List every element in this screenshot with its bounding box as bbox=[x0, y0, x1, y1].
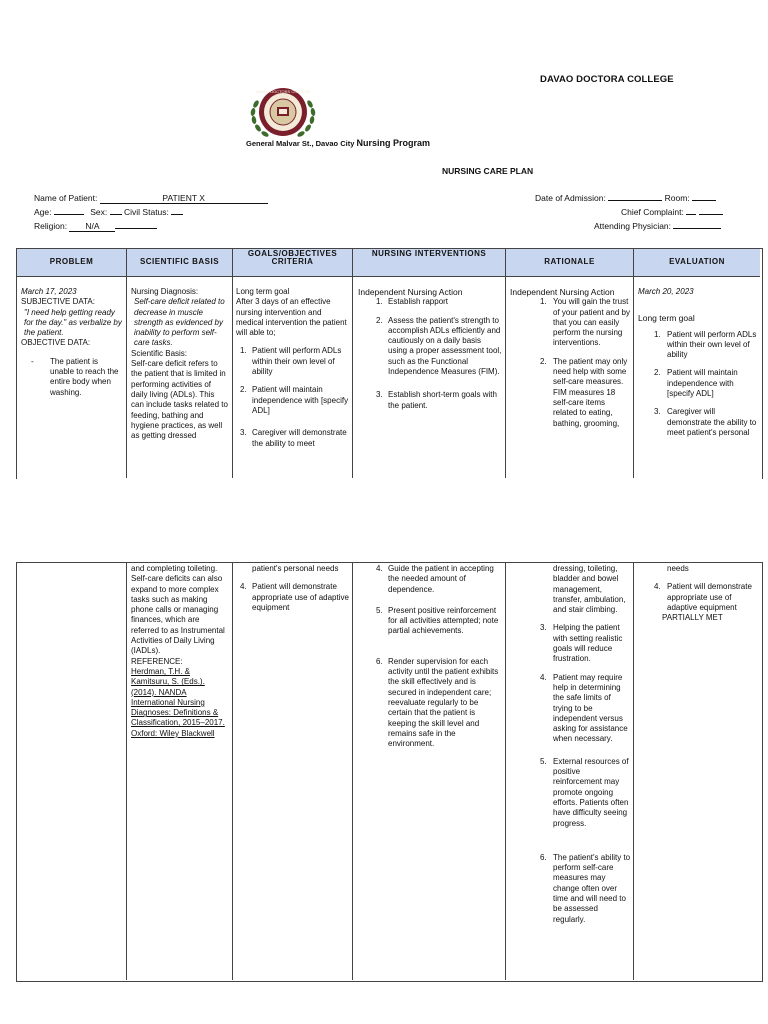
chief-complaint-field: Chief Complaint: bbox=[621, 207, 723, 218]
col-header-scientific-basis: SCIENTIFIC BASIS bbox=[127, 248, 232, 277]
rationale-cell-cont bbox=[510, 564, 631, 978]
evaluation-item-3-cont: needs bbox=[667, 564, 689, 573]
rationale-item-6: 6. The patient's ability to perform self-care measures may change often over time and will need to be assessed regularly. bbox=[540, 852, 631, 924]
evaluation-item-2: 2. Patient will maintain independence with [specify ADL] bbox=[654, 368, 738, 399]
age-sex-status-field: Age: Sex: Civil Status: bbox=[34, 207, 183, 218]
rationale-item-2: 2. The patient may only need help with some self-care measures. FIM measures 18 self-care items related to eating, bathing, grooming, bbox=[540, 356, 628, 428]
religion-field: Religion: N/A bbox=[34, 221, 157, 232]
reference-label: REFERENCE: bbox=[131, 656, 183, 666]
col-header-goals: GOALS/OBJECTIVES CRITERIA bbox=[233, 248, 352, 277]
scientific-basis-cell bbox=[131, 287, 229, 477]
program-name: Nursing Program bbox=[356, 138, 430, 148]
rationale-item-5: 5. External resources of positive reinforcement may promote ongoing efforts. Patients often have difficulty seeing progress. bbox=[540, 756, 629, 828]
evaluation-cell bbox=[638, 287, 758, 477]
plan-title: NURSING CARE PLAN bbox=[442, 166, 534, 176]
evaluation-status: PARTIALLY MET bbox=[662, 613, 723, 623]
patient-name-field: Name of Patient: PATIENT X bbox=[34, 193, 268, 204]
rationale-item-4: 4. Patient may require help in determining the safe limits of trying to be independent versus asking for assistance when necessary. bbox=[540, 672, 628, 744]
evaluation-item-4: 4. Patient will demonstrate appropriate use of adaptive equipment bbox=[654, 582, 752, 612]
rationale-item-3: 3. Helping the patient with setting realistic goals will reduce frustration. bbox=[540, 623, 623, 664]
evaluation-date: March 20, 2023 bbox=[638, 287, 694, 296]
goals-heading: Long term goal bbox=[236, 287, 290, 296]
col-header-interventions: NURSING INTERVENTIONS bbox=[353, 248, 505, 277]
intervention-item-4: 4. Guide the patient in accepting the needed amount of dependence. bbox=[376, 564, 494, 594]
evaluation-cell-cont bbox=[638, 564, 758, 978]
patient-name-value: PATIENT X bbox=[100, 193, 268, 204]
subjective-label: SUBJECTIVE DATA: bbox=[21, 297, 95, 307]
college-name: DAVAO DOCTORA COLLEGE bbox=[540, 74, 674, 85]
scientific-basis-cell-cont bbox=[131, 564, 229, 978]
col-header-problem: PROBLEM bbox=[17, 248, 126, 277]
goals-intro: After 3 days of an effective nursing intervention and medical intervention the patient will able to; bbox=[236, 297, 347, 338]
interventions-cell bbox=[358, 287, 502, 477]
rationale-item-2-cont: dressing, toileting, bladder and bowel management, transfer, ambulation, and stair climbing. bbox=[553, 564, 626, 615]
goal-item-3-cont: patient's personal needs bbox=[252, 564, 339, 573]
basis-label: Scientific Basis: bbox=[131, 348, 188, 358]
problem-cell bbox=[21, 287, 122, 477]
goals-cell bbox=[236, 287, 349, 477]
goal-item-1: 1. Patient will perform ADLs within their own level of ability bbox=[240, 346, 342, 377]
evaluation-heading: Long term goal bbox=[638, 313, 695, 324]
objective-item: - The patient is unable to reach the entire body when washing. bbox=[31, 356, 119, 397]
basis-text-1: Self-care deficit refers to the patient that is limited in performing activities of daily living (ADLs). This can include tasks related to feeding, bathing and hygiene practices, as well as getting dressed bbox=[131, 359, 228, 441]
objective-label: OBJECTIVE DATA: bbox=[21, 338, 91, 348]
reference-text: Herdman, T.H. & Kamitsuru, S. (Eds.). (2014). NANDA International Nursing Diagnoses: Definitions & Classification, 2015–2017. Oxford: Wiley Blackwell bbox=[131, 666, 225, 738]
diagnosis-label: Nursing Diagnosis: bbox=[131, 287, 199, 296]
goal-item-2: 2. Patient will maintain independence with [specify ADL] bbox=[240, 385, 349, 415]
intervention-item-3: 3. Establish short-term goals with the patient. bbox=[376, 390, 497, 410]
intervention-item-1: 1. Establish rapport bbox=[376, 297, 449, 307]
evaluation-item-3: 3. Caregiver will demonstrate the ability to meet patient's personal bbox=[654, 407, 757, 437]
intervention-item-5: 5. Present positive reinforcement for all activities attempted; note partial achievements. bbox=[376, 605, 499, 636]
religion-value: N/A bbox=[69, 221, 115, 232]
college-address: General Malvar St., Davao City Nursing Program bbox=[246, 138, 430, 148]
admission-room-field: Date of Admission: Room: bbox=[535, 193, 716, 204]
goal-item-4: 4. Patient will demonstrate appropriate use of adaptive equipment bbox=[240, 582, 349, 612]
col-header-rationale: RATIONALE bbox=[506, 248, 633, 277]
goals-cell-cont bbox=[236, 564, 349, 978]
diagnosis-text: Self-care deficit related to decrease in muscle strength as evidenced by inability to perform self-care tasks. bbox=[134, 297, 225, 348]
rationale-item-1: 1. You will gain the trust of your patient and by that you can easily perform the nursing interventions. bbox=[540, 297, 630, 348]
intervention-item-6: 6. Render supervision for each activity until the patient exhibits the skill effectively and is secured in independent care; reevaluate regularly to be certain that the patient is keeping the skill level and remains safe in the environment. bbox=[376, 656, 499, 749]
col-header-evaluation: EVALUATION bbox=[634, 248, 760, 277]
svg-text:DAVAO DOCTORS COLLEGE: DAVAO DOCTORS COLLEGE bbox=[255, 89, 311, 94]
basis-text-2: and completing toileting. Self-care deficits can also expand to more complex tasks such as making phone calls or managing finances, which are referred to as Instrumental Activities of Daily Living (IADLs). bbox=[131, 564, 225, 656]
problem-date: March 17, 2023 bbox=[21, 287, 77, 296]
intervention-item-2: 2. Assess the patient's strength to accomplish ADLs efficiently and cautiously on a daily basis using a proper assessment tool, such as the Functional Independence Measures (FIM). bbox=[376, 315, 502, 377]
interventions-heading: Independent Nursing Action bbox=[358, 287, 463, 297]
subjective-text: "I need help getting ready for the day." as verbalize by the patient. bbox=[24, 307, 122, 338]
goal-item-3: 3. Caregiver will demonstrate the ability to meet bbox=[240, 428, 347, 448]
attending-physician-field: Attending Physician: bbox=[594, 221, 721, 232]
rationale-cell bbox=[510, 287, 631, 477]
evaluation-item-1: 1. Patient will perform ADLs within their own level of ability bbox=[654, 329, 757, 360]
interventions-cell-cont bbox=[358, 564, 502, 978]
rationale-heading: Independent Nursing Action bbox=[510, 287, 615, 297]
college-seal-logo bbox=[244, 82, 322, 142]
